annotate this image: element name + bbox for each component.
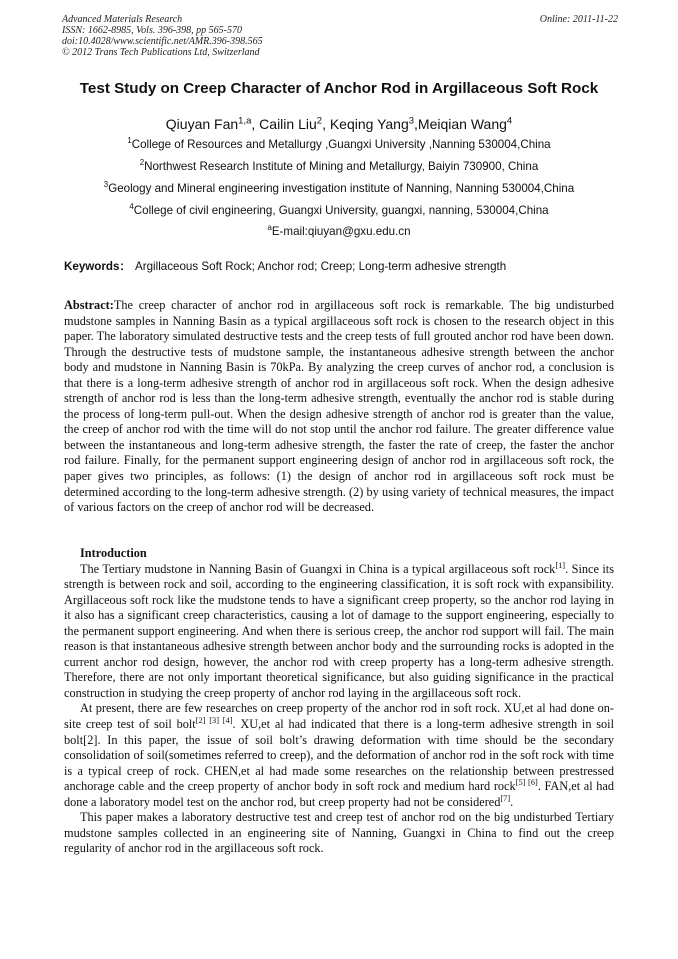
citation-ref: [2] [3] [4]	[195, 715, 233, 725]
journal-copyright: © 2012 Trans Tech Publications Ltd, Switzerland	[62, 47, 260, 58]
intro-p1-text: . Since its strength is between rock and soil, according to the engineering classification, it is soft rock with expansibility. Argillaceous soft rock like the mudstone tends to have a significant creep property, so the anchor rod laying in it also has a significant creep characteristics, causing a lot of damage to the support engineering, especially to the permanent support engineering. And when there is serious creep, the anchor rod support will fail. The main reason is that instantaneous adhesive strength between anchor body and the surrounding rocks is adopted in the current anchor rod design, however, the anchor rod with creep property has a long-term adhesive strength. Therefore, there are not only important theoretical significance, but also guiding significance in the practical construction in studying the creep property of anchor rod laying in the argillaceous soft rock.	[64, 561, 614, 700]
affiliation-text: College of civil engineering, Guangxi University, guangxi, nanning, 530004,China	[133, 204, 549, 217]
intro-paragraph-2	[64, 701, 614, 810]
author-sep: ,	[251, 116, 260, 132]
citation-ref: [1]	[555, 560, 566, 570]
affiliation-text: Geology and Mineral engineering investigation institute of Nanning, Nanning 530004,China	[108, 182, 575, 195]
author-affil-sup: 1,a	[238, 115, 252, 127]
abstract	[64, 298, 614, 516]
online-date: Online: 2011-11-22	[539, 14, 618, 25]
author-sep: ,	[414, 116, 418, 132]
intro-p2-text: .	[510, 794, 514, 809]
introduction-heading: Introduction	[80, 546, 147, 560]
author-name: Cailin Liu	[259, 116, 317, 132]
abstract-label: Abstract:	[64, 298, 114, 312]
introduction-section	[64, 546, 614, 857]
keywords-label: Keywords：	[64, 260, 132, 273]
citation-ref: [5] [6]	[515, 778, 538, 788]
affiliation-text: Northwest Research Institute of Mining and Metallurgy, Baiyin 730900, China	[144, 160, 539, 173]
author-list	[40, 115, 638, 133]
author-name: Keqing Yang	[329, 116, 409, 132]
intro-p2-text: At present, there are few researches on creep property of the anchor rod in soft rock. XU,et al had done on-site creep test of soil bolt	[64, 701, 614, 732]
intro-paragraph-1	[64, 562, 614, 702]
author-affil-sup: 4	[506, 115, 513, 127]
author-sep: ,	[322, 116, 330, 132]
affiliation	[40, 182, 638, 196]
intro-p1-text: The Tertiary mudstone in Nanning Basin of Guangxi in China is a typical argillaceous soft rock	[80, 561, 556, 576]
affiliation-sup: 3	[103, 180, 109, 190]
affiliation-sup: 1	[127, 136, 132, 146]
journal-header	[62, 14, 618, 58]
affiliation-sup: 4	[129, 202, 134, 212]
email-text: E-mail:qiuyan@gxu.edu.cn	[271, 225, 411, 238]
citation-ref: [7]	[500, 793, 511, 803]
email-line	[40, 225, 638, 239]
intro-paragraph-3: This paper makes a laboratory destructive test and creep test of anchor rod on the big undisturbed Tertiary mudstone samples collected in an engineering site of Nanning, Guangxi in China to find out the creep regularity of anchor rod in the argillaceous soft rock.	[64, 810, 614, 856]
author-affil-sup: 3	[408, 115, 415, 127]
intro-p2-text: . XU,et al had indicated that there is a long-term adhesive strength in soil bolt[2]. In this paper, the issue of soil bolt’s drawing deformation with time should be the secondary consolidation of soil(sometimes referred to creep), and the deformation of anchor rod in the soft rock with time is a typical creep of rock. CHEN,et al had made some researches on the relationship between prestressed anchorage cable and the creep property of anchor body in soft rock and medium hard rock	[64, 717, 615, 794]
journal-doi: doi:10.4028/www.scientific.net/AMR.396-398.565	[62, 36, 263, 47]
keywords	[64, 260, 624, 274]
affiliation	[40, 160, 638, 174]
paper-title: Test Study on Creep Character of Anchor Rod in Argillaceous Soft Rock	[79, 80, 599, 97]
author-affil-sup: 2	[316, 115, 323, 127]
keywords-text: Argillaceous Soft Rock; Anchor rod; Creep; Long-term adhesive strength	[135, 260, 507, 273]
affiliation	[40, 138, 638, 152]
intro-p2-text: . FAN,et al had done a laboratory model test on the anchor rod, but creep property had not be considered	[64, 779, 615, 809]
email-sup: a	[267, 223, 272, 233]
abstract-text: The creep character of anchor rod in argillaceous soft rock is remarkable. The big undisturbed mudstone samples in Nanning Basin as a typical argillaceous soft rock is chosen to the research object in this paper. The laboratory simulated destructive tests and the creep tests of full grouted anchor rod have been down. Through the destructive tests of mudstone sample, the instantaneous adhesive strength between the anchor body and mudstone in Nanning Basin is 70kPa. By analyzing the creep curves of anchor rod, a conclusion is that there is a long-term adhesive strength of anchor rod in argillaceous soft rock. When the design adhesive strength of anchor rod is less than the long-term adhesive strength, eventually the anchor rod is stable during the process of long-term pull-out. When the design adhesive strength of anchor rod is greater than the value, the creep of anchor rod with the time will do not stop until the anchor rod failure. The greater difference value between the instantaneous and long-term adhesive strength, the faster the rate of creep, the faster the anchor rod failure. Finally, for the permanent support engineering design of anchor rod in argillaceous soft rock, the paper gives two principles, as follows: (1) the design of anchor rod in argillaceous soft rock must be determined according to the long-term adhesive strength. (2) by using variety of technical measures, the impact of various factors on the creep of anchor rod will be decreased.	[64, 298, 614, 515]
journal-issn: ISSN: 1662-8985, Vols. 396-398, pp 565-570	[62, 25, 242, 36]
affiliation-sup: 2	[139, 158, 145, 168]
author-name: Meiqian Wang	[417, 116, 507, 132]
journal-name: Advanced Materials Research	[62, 14, 183, 25]
affiliation-text: College of Resources and Metallurgy ,Guangxi University ,Nanning 530004,China	[131, 138, 551, 151]
author-name: Qiuyan Fan	[165, 116, 239, 132]
affiliation	[40, 204, 638, 218]
